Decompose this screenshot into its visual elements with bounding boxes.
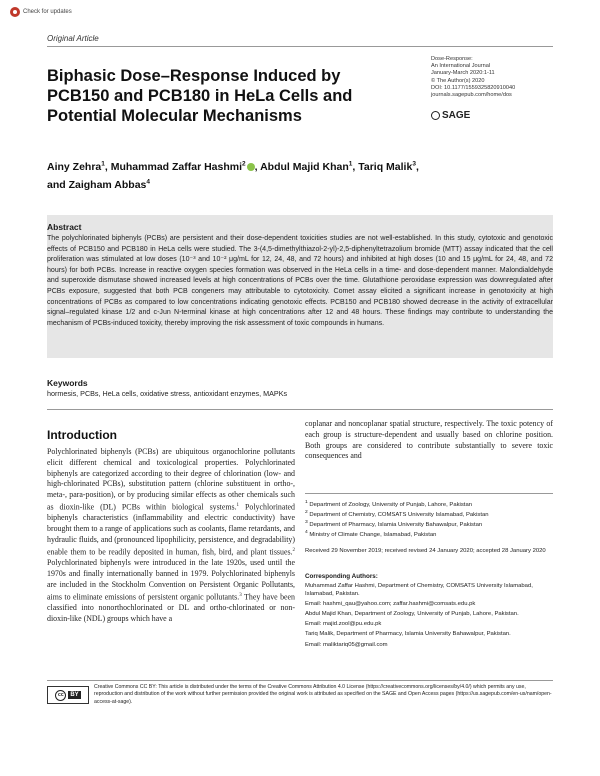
update-check-icon [10,7,20,17]
citation-ref[interactable]: 2 [292,547,295,553]
sage-logo-text: SAGE [442,110,471,121]
author: Ainy Zehra$^1$, [47,160,111,173]
by-attribution-icon: BY [70,692,79,698]
author: Muhammad Zaffar Hashmi$^2$ , [110,160,261,173]
affiliation-item: $^3$ Department of Pharmacy, Islamia University Bahawalpur, Pakistan [305,520,483,529]
author-list [47,156,477,193]
citation-ref[interactable]: 1 [236,502,240,508]
keywords-heading: Keywords [47,378,88,388]
journal-doi[interactable]: DOI: 10.1177/1559325820910040 [431,84,516,91]
journal-info [431,56,561,99]
header-divider [47,46,553,47]
corresponding-email[interactable]: Email: majid.zool@pu.edu.pk [305,621,382,628]
received-dates: Received 29 November 2019; received revised 24 January 2020; accepted 28 January 2020 [305,548,546,554]
citation-ref[interactable]: 3 [239,592,242,598]
check-for-updates-label: Check for updates [23,9,72,15]
paper-title: Biphasic Dose–Response Induced by PCB150 and PCB180 in HeLa Cells and Potential Molecular Mechanisms [47,67,353,125]
abstract-heading: Abstract [47,222,82,232]
corresponding-authors [305,582,553,651]
article-type: Original Article [47,34,99,43]
corresponding-entry: Abdul Majid Khan, Department of Zoology, University of Punjab, Lahore, Pakistan. [305,611,519,618]
corresponding-entry: Tariq Malik, Department of Pharmacy, Islamia University Bahawalpur, Pakistan. [305,631,511,638]
introduction-left-column: Polychlorinated biphenyls (PCBs) are ubiquitous organochlorine pollutants elicit different chemical and toxicological properties. Polychlorinated biphenyls are categorized according to their degree of chlorination (low- and high-chlorinated PCBs), substitution pattern (chlorine substituent in ortho-, meta-, para-position), or by producing similar effects as other chemicals such as dioxin-like (DL) PCBs within biological systems.$^1$ Polychlorinated biphenyls characteristics (inflammability and electric conductivity) have brought them to a range of applications such as coolants, flame retardants, and hydraulic fluids, and (pronounced lipophilicity, persistence, and degradability) enable them to be readily deposited in human, fish, bird, and plant tissues.$^2$ Polychlorinated biphenyls were introduced in the late 1920s, used until the 1970s and finally internationally banned in 1979. Polychlorinated biphenyls are included in the Stockholm Convention on Persistent Organic Pollutants, aims to eliminate emissions of persistent organic pollutants.$^3$ They have been classified into nonorthochlorinated or DL and ortho-chlorinated or non-dioxin-like (NDL) groups which have a [47,447,295,623]
journal-copyright: © The Author(s) 2020 [431,77,485,84]
introduction-right-column: coplanar and noncoplanar spatial structure, respectively. The toxic potency of each group is structure-dependent and usually based on chlorine position. Both groups are considered to contribute substantially to severe toxic consequences and [305,419,553,461]
introduction-heading: Introduction [47,428,117,442]
corresponding-email[interactable]: Email: hashmi_qau@yahoo.com; zaffar.hashmi@comsats.edu.pk [305,601,476,608]
cc-by-license-badge[interactable] [47,686,89,704]
keywords-text: hormesis, PCBs, HeLa cells, oxidative stress, antioxidant enzymes, MAPKs [47,389,288,398]
author: and Zaigham Abbas$^4$ [47,178,151,191]
journal-subtitle: An International Journal [431,63,491,70]
license-text: Creative Commons CC BY: This article is distributed under the terms of the Creative Commons Attribution 4.0 License (https://creativecommons.org/licenses/by/4.0/) which permits any use, reproduction and distribution of the work without further permission provided the original work is attributed as specified on the SAGE and Open Access pages (https://us.sagepub.com/en-us/nam/open-access-at-sage). [94,684,552,705]
footnote-divider [305,493,553,494]
sage-logo-icon [431,111,440,120]
orcid-icon[interactable] [247,163,255,171]
author: Tariq Malik$^3$, [358,160,419,173]
journal-url[interactable]: journals.sagepub.com/home/dos [431,92,512,99]
sage-logo [431,110,470,121]
corresponding-heading: Corresponding Authors: [305,573,378,580]
footer-divider [47,680,553,681]
corresponding-email[interactable]: Email: maliktariq05@gmail.com [305,641,388,648]
check-for-updates-badge[interactable] [10,5,84,19]
section-divider [47,409,553,410]
affiliation-item: $^1$ Department of Zoology, University of Punjab, Lahore, Pakistan [305,500,472,508]
affiliation-item: $^4$ Ministry of Climate Change, Islamabad, Pakistan [305,530,437,539]
corresponding-entry: Muhammad Zaffar Hashmi, Department of Chemistry, COMSATS University Islamabad, Islamabad, Pakistan. [305,583,533,598]
affiliations [305,499,553,539]
journal-issue: January-March 2020:1-11 [431,70,495,77]
affiliation-item: $^2$ Department of Chemistry, COMSATS University Islamabad, Pakistan [305,510,489,519]
author: Abdul Majid Khan$^1$, [260,160,359,173]
abstract-text: The polychlorinated biphenyls (PCBs) are persistent and their dose-dependent toxicities studies are not well-established. In this study, cytotoxic and genotoxic effects of PCB150 and PCB180 in HeLa cells were studied. The 3-(4,5-dimethylthiazol-2-yl)-2,5-diphenyltetrazolium bromide (MTT) assay indicated that the cell proliferation was stimulated at low doses (10⁻³ and 10⁻² μg/mL for 12, 24, 48, and 72 hours) and inhibited at high doses (10 and 15 μg/mL for 24, 48, and 72 hours) for both PCBs. Increase in reactive oxygen species formation was observed in the HeLa cells in a time- and dose-dependent manner. Malondialdehyde and superoxide dismutase showed increased levels at high concentrations of PCBs over the time. Glutathione peroxidase expression was downregulated after PCBs exposure, suggested that both PCB congeners may attributable to cytotoxicity. Comet assay elicited a significant increase in genotoxicity at high concentrations of PCBs as compared to low concentrations indicating genotoxic effects. PCB150 and PCB180 showed decrease in the activity of extracellular signal–regulated kinase 1/2 and c-Jun N-terminal kinase at high concentrations after 12 and 48 hours. These findings may contribute to understanding the mechanism of PCBs-induced toxicity, thereby improving the risk assessment of toxic compounds in humans. [47,235,553,327]
creative-commons-icon: cc [55,690,66,701]
journal-name: Dose-Response: [431,56,473,62]
